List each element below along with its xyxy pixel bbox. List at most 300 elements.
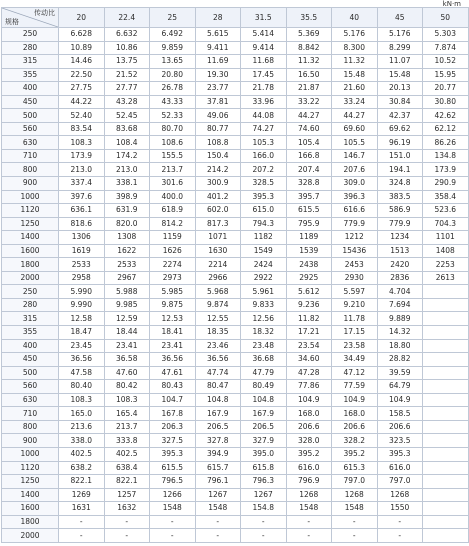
spec-cell: 450 <box>2 95 59 109</box>
ratio-header: 传动比 <box>34 9 55 17</box>
spec-cell: 1000 <box>2 447 59 461</box>
value-cell: 402.5 <box>104 447 150 461</box>
value-cell: 23.45 <box>59 339 105 353</box>
value-cell: 1101 <box>423 231 469 245</box>
value-cell: 21.60 <box>332 82 378 96</box>
value-cell: 20.77 <box>423 82 469 96</box>
spec-cell: 900 <box>2 177 59 191</box>
value-cell: 1548 <box>150 502 196 516</box>
value-cell: 80.40 <box>59 380 105 394</box>
value-cell: 328.2 <box>332 434 378 448</box>
value-cell: 300.9 <box>195 177 241 191</box>
value-cell: 586.9 <box>377 204 423 218</box>
value-cell: 2453 <box>332 258 378 272</box>
value-cell: 23.41 <box>104 339 150 353</box>
value-cell: 327.9 <box>241 434 287 448</box>
value-cell: 21.87 <box>286 82 332 96</box>
value-cell: 150.4 <box>195 149 241 163</box>
table-row <box>2 122 469 136</box>
value-cell: 206.6 <box>377 420 423 434</box>
value-cell: 47.12 <box>332 366 378 380</box>
value-cell: 9.833 <box>241 298 287 312</box>
value-cell: 396.3 <box>332 190 378 204</box>
value-cell: 173.9 <box>423 163 469 177</box>
value-cell: 5.968 <box>195 285 241 299</box>
value-cell: 8.300 <box>332 41 378 55</box>
value-cell: 5.303 <box>423 28 469 42</box>
value-cell: 395.7 <box>286 190 332 204</box>
value-cell: 615.7 <box>195 461 241 475</box>
value-cell: 1548 <box>195 502 241 516</box>
value-cell: 151.0 <box>377 149 423 163</box>
value-cell: 1630 <box>195 244 241 258</box>
value-cell: 328.0 <box>286 434 332 448</box>
value-cell: 5.176 <box>332 28 378 42</box>
value-cell: 2438 <box>286 258 332 272</box>
value-cell: 1548 <box>286 502 332 516</box>
value-cell: 328.5 <box>241 177 287 191</box>
spec-cell: 1600 <box>2 244 59 258</box>
value-cell: 167.8 <box>150 407 196 421</box>
value-cell: 33.22 <box>286 95 332 109</box>
spec-cell: 2000 <box>2 529 59 543</box>
value-cell: 80.49 <box>241 380 287 394</box>
value-cell: 104.7 <box>150 393 196 407</box>
value-cell: 213.0 <box>104 163 150 177</box>
spec-cell: 1000 <box>2 190 59 204</box>
value-cell: 9.875 <box>150 298 196 312</box>
value-cell: 52.45 <box>104 109 150 123</box>
table-row <box>2 353 469 367</box>
value-cell: 9.210 <box>332 298 378 312</box>
value-cell: 23.54 <box>286 339 332 353</box>
value-cell: 18.41 <box>150 326 196 340</box>
value-cell: 12.59 <box>104 312 150 326</box>
value-cell: 1212 <box>332 231 378 245</box>
value-cell: 1549 <box>241 244 287 258</box>
spec-cell: 250 <box>2 285 59 299</box>
value-cell: 18.32 <box>241 326 287 340</box>
value-cell: 1548 <box>332 502 378 516</box>
table-row <box>2 271 469 285</box>
value-cell: 2836 <box>377 271 423 285</box>
table-row <box>2 326 469 340</box>
value-cell: 30.84 <box>377 95 423 109</box>
spec-cell: 280 <box>2 41 59 55</box>
ratio-header-cell: 25 <box>150 8 196 28</box>
table-row <box>2 447 469 461</box>
value-cell: 1071 <box>195 231 241 245</box>
value-cell: 77.59 <box>332 380 378 394</box>
table-body <box>2 28 469 543</box>
spec-cell: 400 <box>2 339 59 353</box>
table-row <box>2 163 469 177</box>
value-cell: - <box>286 529 332 543</box>
value-cell: 9.990 <box>59 298 105 312</box>
value-cell: 52.33 <box>150 109 196 123</box>
value-cell: 638.2 <box>59 461 105 475</box>
value-cell: 20.80 <box>150 68 196 82</box>
value-cell: 108.3 <box>104 393 150 407</box>
value-cell: 2922 <box>241 271 287 285</box>
value-cell: 10.52 <box>423 55 469 69</box>
value-cell: 15.95 <box>423 68 469 82</box>
value-cell: 795.9 <box>286 217 332 231</box>
spec-cell: 630 <box>2 393 59 407</box>
value-cell: 28.82 <box>377 353 423 367</box>
value-cell: 1619 <box>59 244 105 258</box>
table-row <box>2 231 469 245</box>
value-cell: 44.08 <box>241 109 287 123</box>
value-cell: 602.0 <box>195 204 241 218</box>
spec-cell: 1400 <box>2 231 59 245</box>
value-cell: 1513 <box>377 244 423 258</box>
table-row <box>2 244 469 258</box>
value-cell: 13.75 <box>104 55 150 69</box>
value-cell: 631.9 <box>104 204 150 218</box>
value-cell: 80.42 <box>104 380 150 394</box>
value-cell <box>423 529 469 543</box>
value-cell: - <box>241 515 287 529</box>
value-cell: 44.22 <box>59 95 105 109</box>
value-cell: 12.53 <box>150 312 196 326</box>
value-cell: 16.50 <box>286 68 332 82</box>
value-cell: 9.889 <box>377 312 423 326</box>
value-cell: 5.176 <box>377 28 423 42</box>
value-cell: 23.58 <box>332 339 378 353</box>
value-cell: 324.8 <box>377 177 423 191</box>
spec-cell: 1120 <box>2 461 59 475</box>
value-cell: 105.3 <box>241 136 287 150</box>
value-cell <box>423 407 469 421</box>
table-row <box>2 95 469 109</box>
value-cell <box>423 475 469 489</box>
value-cell: 358.4 <box>423 190 469 204</box>
value-cell: - <box>104 529 150 543</box>
spec-cell: 800 <box>2 163 59 177</box>
value-cell: 398.9 <box>104 190 150 204</box>
value-cell: - <box>195 529 241 543</box>
value-cell: 77.86 <box>286 380 332 394</box>
value-cell: 6.632 <box>104 28 150 42</box>
table-row <box>2 380 469 394</box>
value-cell: 5.961 <box>241 285 287 299</box>
value-cell: 104.8 <box>195 393 241 407</box>
value-cell: 62.12 <box>423 122 469 136</box>
value-cell: 8.842 <box>286 41 332 55</box>
value-cell: 2930 <box>332 271 378 285</box>
value-cell: 43.33 <box>150 95 196 109</box>
value-cell: 23.46 <box>195 339 241 353</box>
value-cell: 173.9 <box>59 149 105 163</box>
value-cell: 206.3 <box>150 420 196 434</box>
table-row <box>2 339 469 353</box>
value-cell: 15436 <box>332 244 378 258</box>
value-cell: 395.2 <box>286 447 332 461</box>
value-cell: 323.5 <box>377 434 423 448</box>
spec-cell: 900 <box>2 434 59 448</box>
value-cell: 207.4 <box>286 163 332 177</box>
value-cell: 5.990 <box>59 285 105 299</box>
value-cell: 615.8 <box>241 461 287 475</box>
value-cell <box>423 447 469 461</box>
ratio-header-cell: 40 <box>332 8 378 28</box>
spec-cell: 560 <box>2 122 59 136</box>
value-cell: 5.597 <box>332 285 378 299</box>
value-cell: 194.1 <box>377 163 423 177</box>
value-cell: 108.4 <box>104 136 150 150</box>
value-cell: 400.0 <box>150 190 196 204</box>
value-cell: - <box>150 515 196 529</box>
value-cell: 9.874 <box>195 298 241 312</box>
value-cell: 6.492 <box>150 28 196 42</box>
value-cell: 43.28 <box>104 95 150 109</box>
table-row <box>2 434 469 448</box>
value-cell: 22.50 <box>59 68 105 82</box>
value-cell: 2420 <box>377 258 423 272</box>
value-cell <box>423 326 469 340</box>
value-cell: - <box>195 515 241 529</box>
table-row <box>2 149 469 163</box>
value-cell: 213.0 <box>59 163 105 177</box>
value-cell: 779.9 <box>377 217 423 231</box>
value-cell: 158.5 <box>377 407 423 421</box>
value-cell <box>423 420 469 434</box>
value-cell: 36.56 <box>195 353 241 367</box>
value-cell: 615.0 <box>241 204 287 218</box>
value-cell: 18.35 <box>195 326 241 340</box>
spec-cell: 800 <box>2 420 59 434</box>
value-cell: 80.43 <box>150 380 196 394</box>
value-cell: 523.6 <box>423 204 469 218</box>
value-cell: 820.0 <box>104 217 150 231</box>
value-cell: 301.6 <box>150 177 196 191</box>
value-cell: 17.15 <box>332 326 378 340</box>
spec-cell: 710 <box>2 149 59 163</box>
value-cell: 108.6 <box>150 136 196 150</box>
spec-cell: 355 <box>2 68 59 82</box>
value-cell: 74.27 <box>241 122 287 136</box>
value-cell: 206.5 <box>195 420 241 434</box>
value-cell: - <box>59 529 105 543</box>
spec-cell: 630 <box>2 136 59 150</box>
value-cell: 1234 <box>377 231 423 245</box>
value-cell: 1267 <box>195 488 241 502</box>
value-cell: 11.32 <box>286 55 332 69</box>
spec-cell: 1250 <box>2 217 59 231</box>
value-cell: 167.9 <box>241 407 287 421</box>
value-cell: 1182 <box>241 231 287 245</box>
value-cell: 104.9 <box>286 393 332 407</box>
spec-cell: 560 <box>2 380 59 394</box>
value-cell: 11.78 <box>332 312 378 326</box>
value-cell: 11.07 <box>377 55 423 69</box>
value-cell <box>423 488 469 502</box>
value-cell: - <box>150 529 196 543</box>
value-cell: 5.988 <box>104 285 150 299</box>
value-cell: 83.54 <box>59 122 105 136</box>
value-cell: 19.30 <box>195 68 241 82</box>
value-cell: 638.4 <box>104 461 150 475</box>
value-cell: 636.1 <box>59 204 105 218</box>
value-cell: 797.0 <box>377 475 423 489</box>
value-cell: 213.7 <box>150 163 196 177</box>
value-cell: 616.0 <box>377 461 423 475</box>
value-cell: 104.9 <box>377 393 423 407</box>
value-cell <box>423 434 469 448</box>
table-row <box>2 109 469 123</box>
value-cell <box>423 298 469 312</box>
value-cell: - <box>377 529 423 543</box>
value-cell: 9.236 <box>286 298 332 312</box>
value-cell: 42.62 <box>423 109 469 123</box>
value-cell: 166.0 <box>241 149 287 163</box>
value-cell: 402.5 <box>59 447 105 461</box>
value-cell: 7.874 <box>423 41 469 55</box>
value-cell: 2424 <box>241 258 287 272</box>
value-cell <box>423 339 469 353</box>
value-cell: 13.65 <box>150 55 196 69</box>
value-cell: 2253 <box>423 258 469 272</box>
value-cell: 27.77 <box>104 82 150 96</box>
value-cell: 52.40 <box>59 109 105 123</box>
value-cell: 395.2 <box>332 447 378 461</box>
value-cell: 7.694 <box>377 298 423 312</box>
value-cell: 394.9 <box>195 447 241 461</box>
value-cell: 2274 <box>150 258 196 272</box>
value-cell: - <box>241 529 287 543</box>
table-row <box>2 177 469 191</box>
value-cell: 206.5 <box>241 420 287 434</box>
value-cell <box>423 502 469 516</box>
value-cell: 338.1 <box>104 177 150 191</box>
value-cell: 11.32 <box>332 55 378 69</box>
spec-cell: 315 <box>2 55 59 69</box>
value-cell: 80.77 <box>195 122 241 136</box>
value-cell: 18.47 <box>59 326 105 340</box>
value-cell: 2925 <box>286 271 332 285</box>
header-row <box>2 8 469 28</box>
value-cell <box>423 312 469 326</box>
value-cell: 822.1 <box>104 475 150 489</box>
table-row <box>2 366 469 380</box>
value-cell: 2214 <box>195 258 241 272</box>
value-cell: 290.9 <box>423 177 469 191</box>
value-cell: 167.9 <box>195 407 241 421</box>
value-cell: 49.06 <box>195 109 241 123</box>
table-row <box>2 258 469 272</box>
value-cell: 105.5 <box>332 136 378 150</box>
value-cell: 34.49 <box>332 353 378 367</box>
value-cell: 11.82 <box>286 312 332 326</box>
value-cell: 134.8 <box>423 149 469 163</box>
spec-cell: 500 <box>2 366 59 380</box>
value-cell: 1266 <box>150 488 196 502</box>
value-cell: 23.41 <box>150 339 196 353</box>
value-cell: 9.985 <box>104 298 150 312</box>
value-cell: - <box>377 515 423 529</box>
table-row <box>2 190 469 204</box>
value-cell <box>423 515 469 529</box>
value-cell: 1308 <box>104 231 150 245</box>
value-cell: 395.3 <box>241 190 287 204</box>
spec-cell: 710 <box>2 407 59 421</box>
value-cell: 4.704 <box>377 285 423 299</box>
value-cell: 328.8 <box>286 177 332 191</box>
value-cell: 21.52 <box>104 68 150 82</box>
value-cell: 395.0 <box>241 447 287 461</box>
value-cell: 1268 <box>286 488 332 502</box>
spec-cell: 280 <box>2 298 59 312</box>
value-cell: 8.299 <box>377 41 423 55</box>
value-cell: 1159 <box>150 231 196 245</box>
value-cell: 794.3 <box>241 217 287 231</box>
value-cell: 12.56 <box>241 312 287 326</box>
value-cell: 779.9 <box>332 217 378 231</box>
spec-cell: 1400 <box>2 488 59 502</box>
value-cell: 69.60 <box>332 122 378 136</box>
value-cell: 207.6 <box>332 163 378 177</box>
value-cell: 615.5 <box>286 204 332 218</box>
unit-label: kN·m <box>442 0 461 8</box>
value-cell: 401.2 <box>195 190 241 204</box>
value-cell: 1189 <box>286 231 332 245</box>
value-cell: - <box>332 515 378 529</box>
value-cell: 47.58 <box>59 366 105 380</box>
table-row <box>2 28 469 42</box>
value-cell: 2973 <box>150 271 196 285</box>
spec-cell: 315 <box>2 312 59 326</box>
table-row <box>2 82 469 96</box>
table-row <box>2 393 469 407</box>
table-row <box>2 204 469 218</box>
value-cell: 9.859 <box>150 41 196 55</box>
value-cell: 36.58 <box>104 353 150 367</box>
value-cell: 108.8 <box>195 136 241 150</box>
spec-header: 规格 <box>5 18 19 26</box>
value-cell: 96.19 <box>377 136 423 150</box>
value-cell: 618.9 <box>150 204 196 218</box>
ratio-header-cell: 22.4 <box>104 8 150 28</box>
value-cell: 27.75 <box>59 82 105 96</box>
spec-cell: 1250 <box>2 475 59 489</box>
value-cell: 44.27 <box>332 109 378 123</box>
value-cell: 818.6 <box>59 217 105 231</box>
value-cell: 5.615 <box>195 28 241 42</box>
value-cell: 154.8 <box>241 502 287 516</box>
value-cell: 6.628 <box>59 28 105 42</box>
value-cell: 37.81 <box>195 95 241 109</box>
value-cell: 796.3 <box>241 475 287 489</box>
value-cell: 395.3 <box>377 447 423 461</box>
value-cell: 817.3 <box>195 217 241 231</box>
ratio-header-cell: 45 <box>377 8 423 28</box>
value-cell: 9.414 <box>241 41 287 55</box>
value-cell: 80.70 <box>150 122 196 136</box>
value-cell <box>423 393 469 407</box>
value-cell: 174.2 <box>104 149 150 163</box>
value-cell: 105.4 <box>286 136 332 150</box>
value-cell: 168.0 <box>332 407 378 421</box>
value-cell <box>423 366 469 380</box>
ratio-header-cell: 28 <box>195 8 241 28</box>
value-cell: 39.59 <box>377 366 423 380</box>
value-cell: 814.2 <box>150 217 196 231</box>
value-cell: 23.77 <box>195 82 241 96</box>
value-cell: - <box>59 515 105 529</box>
value-cell: 616.6 <box>332 204 378 218</box>
value-cell: 1268 <box>332 488 378 502</box>
